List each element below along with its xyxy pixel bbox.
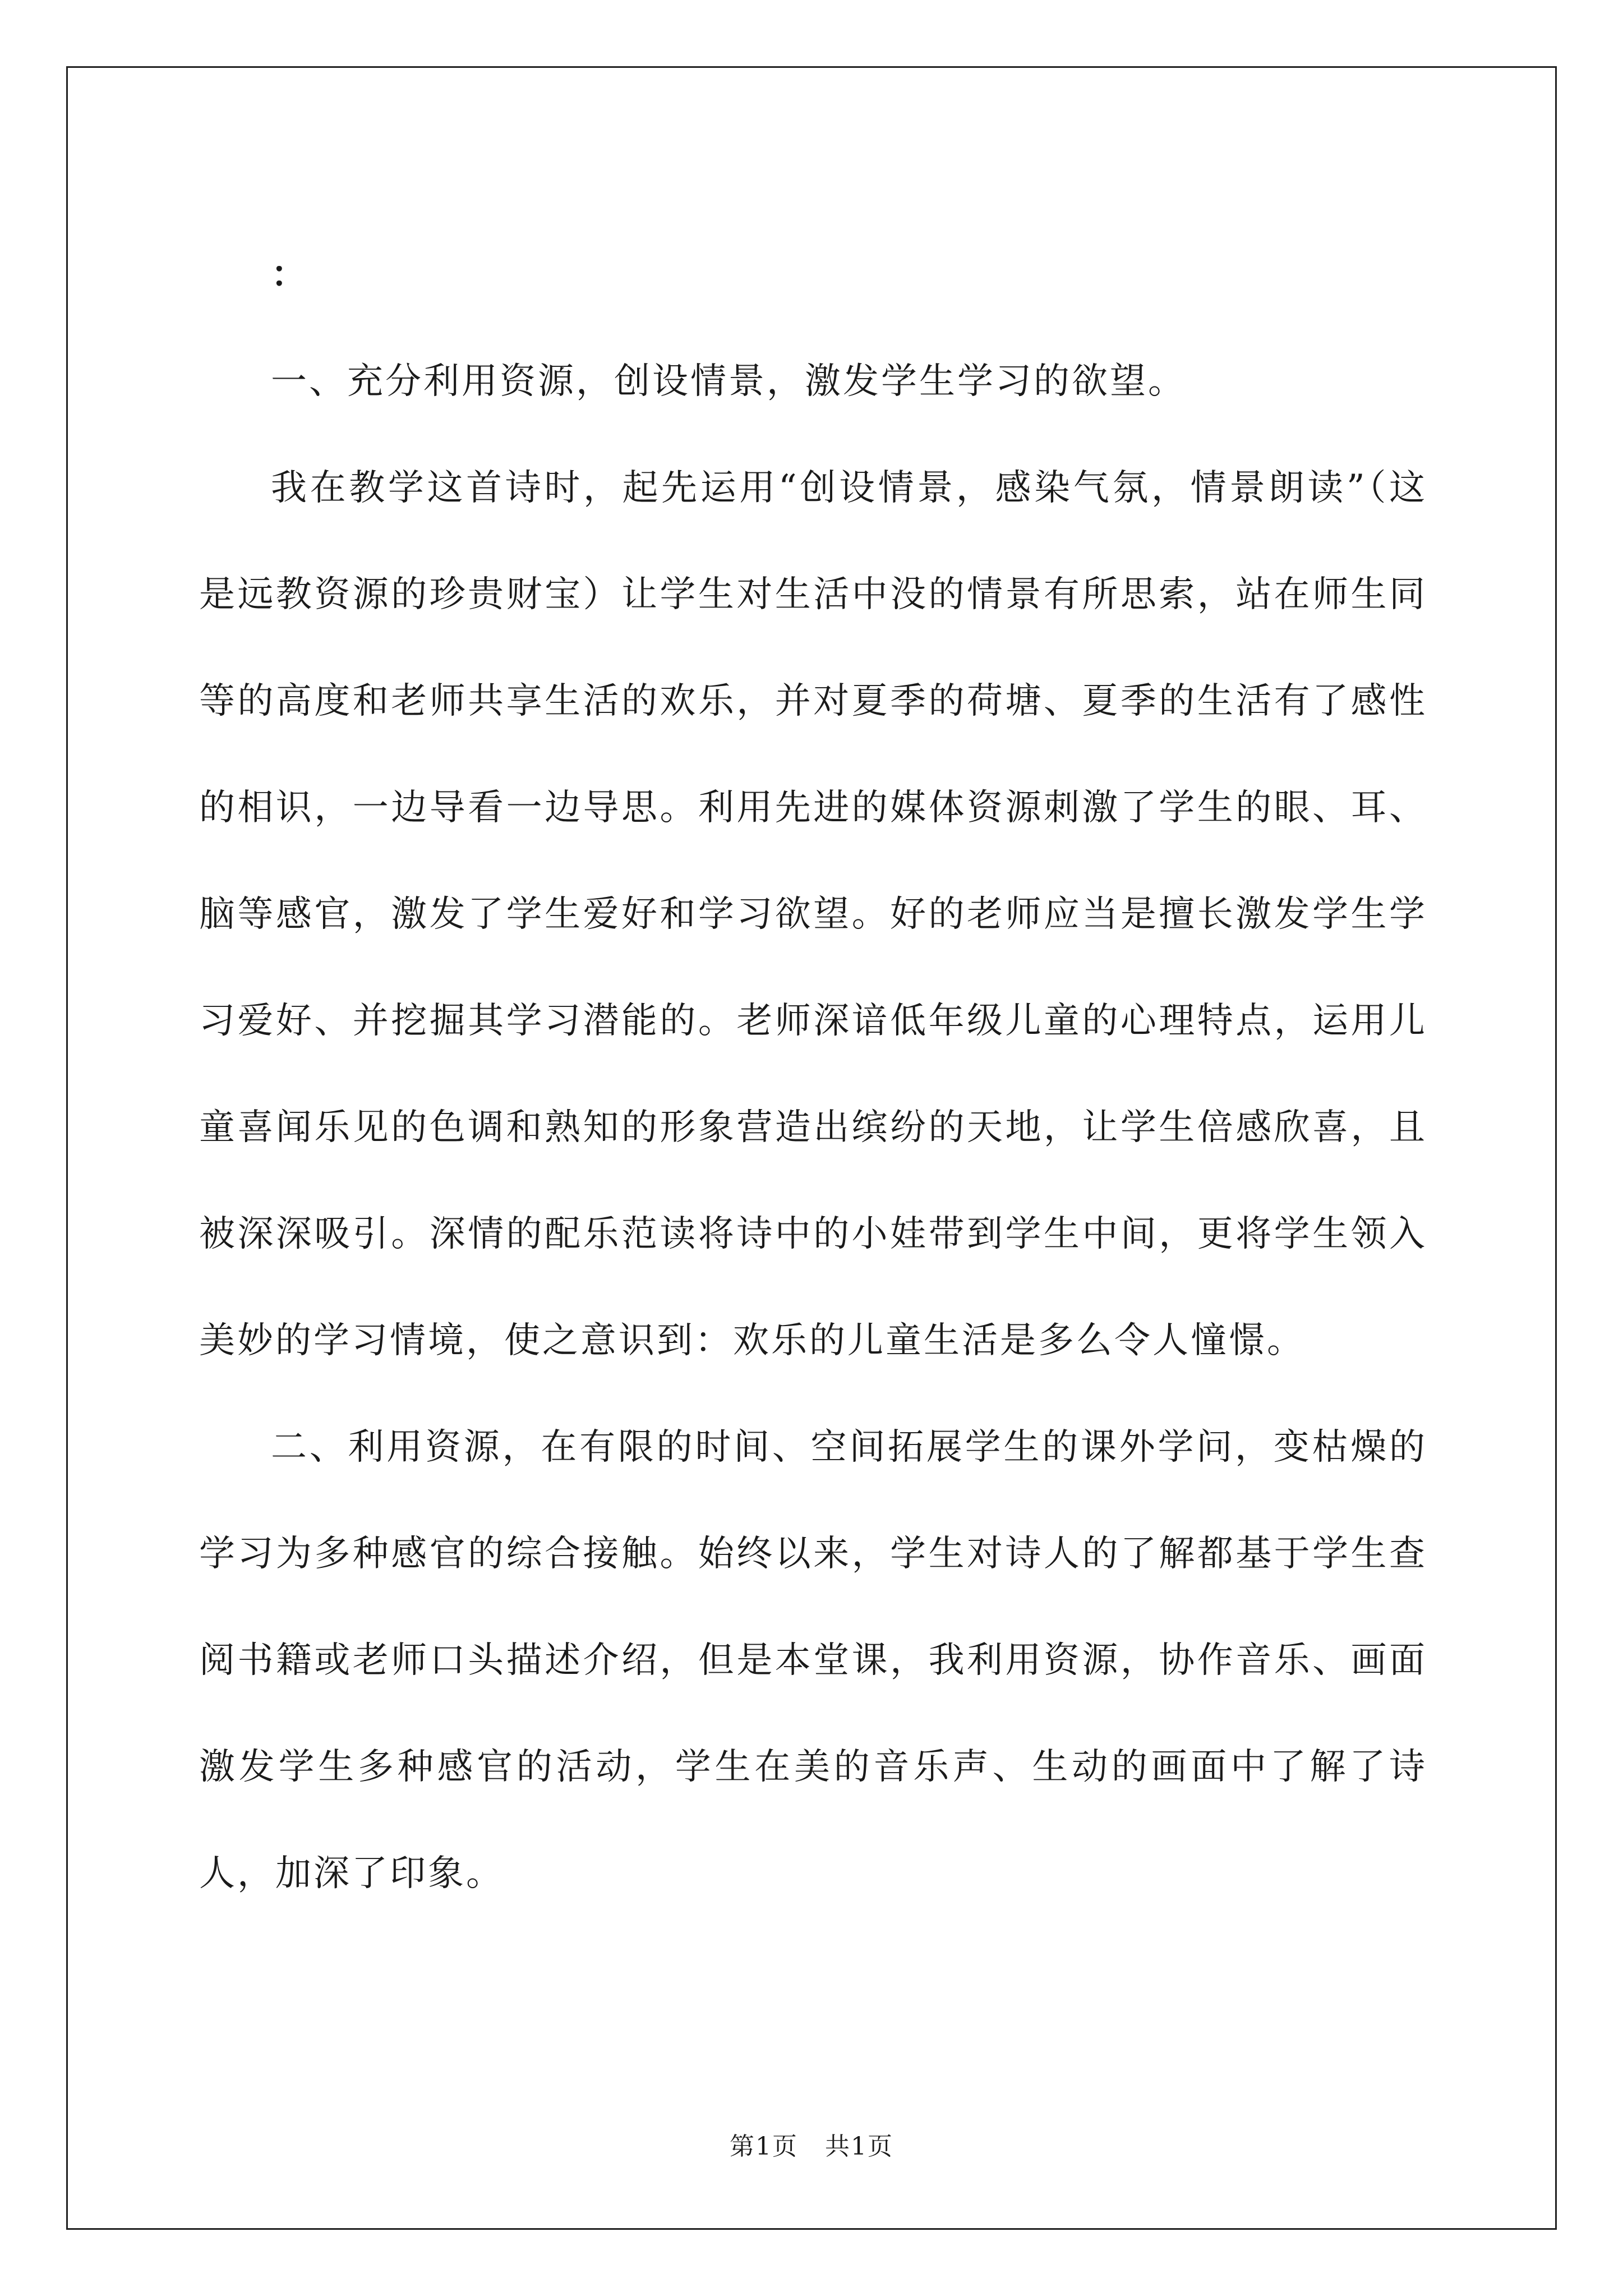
- paragraph-heading-two: 二、利用资源，在有限的时间、空间拓展学生的课外学问，变枯燥的学习为多种感官的综合接触。始终以来，学生对诗人的了解都基于学生查阅书籍或老师口头描述介绍，但是本堂课，我利用资源，协作音乐、画面激发学生多种感官的活动，学生在美的音乐声、生动的画面中了解了诗人，加深了印象。: [199, 1427, 1427, 1894]
- page-footer: [0, 2126, 1623, 2162]
- paragraph-teaching-method: 我在教学这首诗时，起先运用“创设情景，感染气氛，情景朗读”（这是远教资源的珍贵财宝）让学生对生活中没的情景有所思索，站在师生同等的高度和老师共享生活的欢乐，并对夏季的荷塘、夏季的生活有了感性的相识，一边导看一边导思。利用先进的媒体资源刺激了学生的眼、耳、脑等感官，激发了学生爱好和学习欲望。好的老师应当是擅长激发学生学习爱好、并挖掘其学习潜能的。老师深谙低年级儿童的心理特点，运用儿童喜闻乐见的色调和熟知的形象营造出缤纷的天地，让学生倍感欣喜，且被深深吸引。深情的配乐范读将诗中的小娃带到学生中间，更将学生领入美妙的学习情境，使之意识到：欢乐的儿童生活是多么令人憧憬。: [199, 467, 1427, 1361]
- document-body: [199, 222, 1427, 1927]
- paragraph-heading-one: 一、充分利用资源，创设情景，激发学生学习的欲望。: [271, 361, 1186, 402]
- paragraph-colon: ：: [271, 254, 309, 296]
- page-number-total: 共1页: [825, 2132, 893, 2161]
- page-number-current: 第1页: [730, 2132, 798, 2161]
